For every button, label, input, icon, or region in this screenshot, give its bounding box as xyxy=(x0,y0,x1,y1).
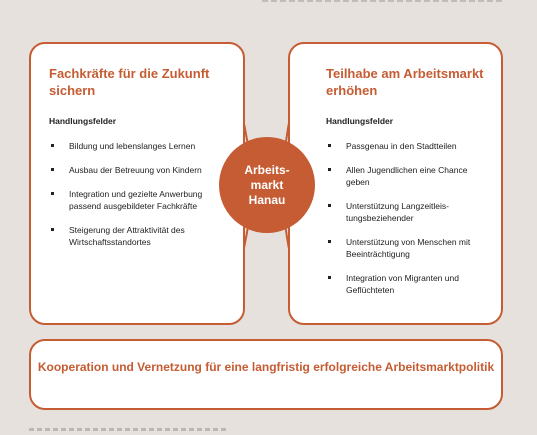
panel-title: Teilhabe am Arbeitsmarkt erhöhen xyxy=(326,66,484,98)
bullet-icon xyxy=(328,144,331,147)
panel-title: Fachkräfte für die Zukunft sichern xyxy=(49,66,210,98)
list-item-text: Bildung und lebenslanges Lernen xyxy=(69,141,196,151)
bullet-icon xyxy=(328,276,331,279)
bullet-icon xyxy=(51,168,54,171)
panel-skilled-workers xyxy=(29,42,245,325)
list-item xyxy=(326,236,486,260)
list-item-text: Unterstützung Langzeitleis-tungsbeziehender xyxy=(346,201,450,223)
center-circle xyxy=(219,137,315,233)
list-item xyxy=(49,164,209,176)
bullet-icon xyxy=(328,168,331,171)
panel-subhead: Handlungsfelder xyxy=(49,116,117,126)
cropped-footnote xyxy=(29,428,229,431)
list-item-text: Passgenau in den Stadtteilen xyxy=(346,141,457,151)
list-item xyxy=(326,200,486,224)
bullet-icon xyxy=(51,144,54,147)
list-item xyxy=(326,140,486,152)
center-label: Arbeits- markt Hanau xyxy=(244,162,290,207)
list-item-text: Integration und gezielte Anwerbung passend ausgebildeter Fachkräfte xyxy=(69,189,203,211)
list-item xyxy=(49,188,209,212)
bullet-icon xyxy=(51,228,54,231)
list-item-text: Unterstützung von Menschen mit Beeinträchtigung xyxy=(346,237,471,259)
list-item xyxy=(49,140,209,152)
cooperation-text: Kooperation und Vernetzung für eine langfristig erfolgreiche Arbeitsmarktpolitik xyxy=(37,360,495,374)
list-item xyxy=(49,224,209,248)
bullet-icon xyxy=(328,204,331,207)
bullet-icon xyxy=(328,240,331,243)
list-item xyxy=(326,272,486,296)
list-item-text: Steigerung der Attraktivität des Wirtschaftsstandortes xyxy=(69,225,185,247)
panel-cooperation xyxy=(29,339,503,410)
action-field-list xyxy=(326,140,486,308)
list-item xyxy=(326,164,486,188)
panel-participation xyxy=(288,42,503,325)
panel-subhead: Handlungsfelder xyxy=(326,116,394,126)
list-item-text: Integration von Migranten und Geflüchteten xyxy=(346,273,459,295)
list-item-text: Ausbau der Betreuung von Kindern xyxy=(69,165,202,175)
list-item-text: Allen Jugendlichen eine Chance geben xyxy=(346,165,468,187)
bullet-icon xyxy=(51,192,54,195)
action-field-list xyxy=(49,140,209,260)
